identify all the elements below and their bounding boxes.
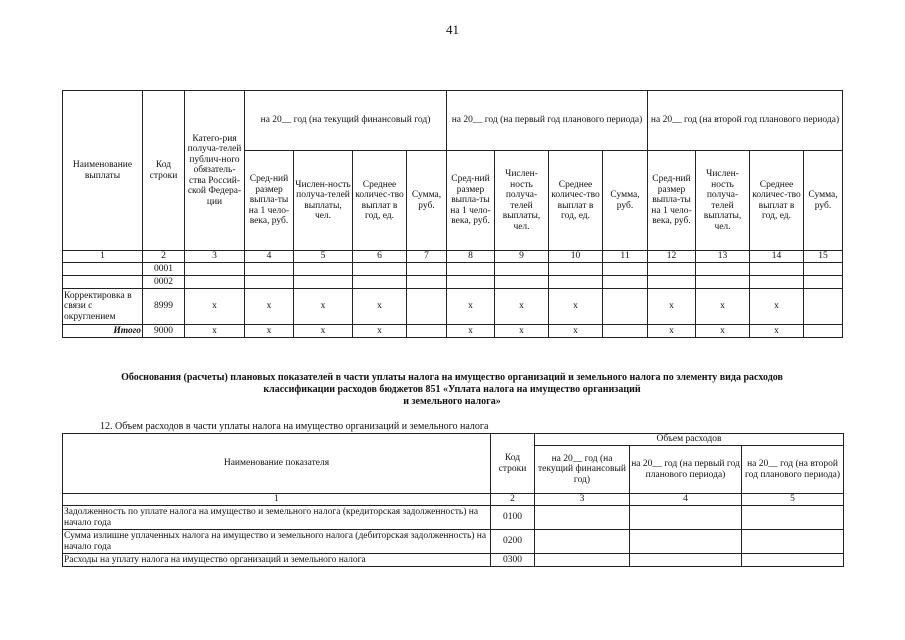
sub-avg-count: Среднее количес-тво выплат в год, ед. <box>750 151 804 251</box>
caption-line: Обоснования (расчеты) плановых показателей в части уплаты налога на имущество организаций и земельного налога по элементу вида расходов <box>121 372 783 383</box>
sub-recipients: Числен-ность получа-телей выплаты, чел. <box>696 151 750 251</box>
sub-avg-count: Среднее количес-тво выплат в год, ед. <box>549 151 603 251</box>
row-name: Корректировка в связи с округлением <box>63 289 143 325</box>
header-period-second: на 20__ год (на второй год планового периода) <box>742 446 844 494</box>
total-row <box>63 325 843 338</box>
sub-sum: Сумма, руб. <box>407 151 447 251</box>
x-mark: x <box>294 289 353 325</box>
sub-sum: Сумма, руб. <box>603 151 648 251</box>
x-mark: x <box>447 325 495 338</box>
col-number: 14 <box>750 251 804 263</box>
col-number: 3 <box>185 251 245 263</box>
row-code: 0200 <box>491 530 535 554</box>
col-number: 5 <box>742 494 844 506</box>
header-period-current: на 20__ год (на текущий финансовый год) <box>535 446 630 494</box>
header-category: Катего-рия получа-телей публич-ного обязатель-ства Россий-ской Федера-ции <box>185 91 245 251</box>
sub-recipients: Числен-ность получа-телей выплаты, чел. <box>495 151 549 251</box>
col-number: 4 <box>245 251 294 263</box>
x-mark: x <box>750 289 804 325</box>
x-mark: x <box>750 325 804 338</box>
row-code: 0100 <box>491 506 535 530</box>
x-mark: x <box>648 289 696 325</box>
col-number: 4 <box>630 494 742 506</box>
table-row <box>63 554 844 567</box>
header-code: Код строки <box>491 434 535 494</box>
header-period-current: на 20__ год (на текущий финансовый год) <box>245 91 447 151</box>
col-number: 9 <box>495 251 549 263</box>
table-row <box>63 530 844 554</box>
col-number: 3 <box>535 494 630 506</box>
header-period-first: на 20__ год (на первый год планового периода) <box>447 91 648 151</box>
x-mark: x <box>245 325 294 338</box>
col-number: 2 <box>491 494 535 506</box>
header-group: Объем расходов <box>535 434 844 446</box>
x-mark: x <box>549 289 603 325</box>
table-row <box>63 276 843 289</box>
x-mark: x <box>294 325 353 338</box>
row-code: 0002 <box>143 276 185 289</box>
col-number: 12 <box>648 251 696 263</box>
x-mark: x <box>696 289 750 325</box>
column-numbers-row <box>63 251 843 263</box>
x-mark: x <box>353 289 407 325</box>
col-number: 11 <box>603 251 648 263</box>
header-period-second: на 20__ год (на второй год планового периода) <box>648 91 843 151</box>
caption-line: и земельного налога» <box>403 396 501 407</box>
x-mark: x <box>447 289 495 325</box>
column-numbers-row <box>63 494 844 506</box>
row-name <box>63 263 143 276</box>
page-number: 41 <box>446 22 459 37</box>
col-number: 7 <box>407 251 447 263</box>
expenses-table <box>62 433 844 567</box>
row-name: Сумма излишне уплаченных налога на имущество и земельного налога (дебиторская задолженность) на начало года <box>63 530 491 554</box>
row-name <box>63 276 143 289</box>
x-mark: x <box>185 325 245 338</box>
sub-avg-size: Сред-ний размер выпла-ты на 1 чело-века, руб. <box>245 151 294 251</box>
section-caption <box>62 372 842 408</box>
row-code: 0300 <box>491 554 535 567</box>
sub-avg-size: Сред-ний размер выпла-ты на 1 чело-века, руб. <box>648 151 696 251</box>
sub-recipients: Числен-ность получа-телей выплаты, чел. <box>294 151 353 251</box>
x-mark: x <box>353 325 407 338</box>
header-name: Наименование показателя <box>63 434 491 494</box>
col-number: 10 <box>549 251 603 263</box>
row-name: Задолженность по уплате налога на имущество и земельного налога (кредиторская задолженность) на начало года <box>63 506 491 530</box>
col-number: 1 <box>63 494 491 506</box>
sub-avg-size: Сред-ний размер выпла-ты на 1 чело-века, руб. <box>447 151 495 251</box>
row-code: 9000 <box>143 325 185 338</box>
table-row <box>63 263 843 276</box>
row-code: 8999 <box>143 289 185 325</box>
x-mark: x <box>648 325 696 338</box>
col-number: 1 <box>63 251 143 263</box>
x-mark: x <box>185 289 245 325</box>
header-name: Наименование выплаты <box>63 91 143 251</box>
x-mark: x <box>696 325 750 338</box>
sub-avg-count: Среднее количес-тво выплат в год, ед. <box>353 151 407 251</box>
row-code: 0001 <box>143 263 185 276</box>
col-number: 5 <box>294 251 353 263</box>
row-name: Расходы на уплату налога на имущество организаций и земельного налога <box>63 554 491 567</box>
header-period-first: на 20__ год (на первый год планового периода) <box>630 446 742 494</box>
col-number: 13 <box>696 251 750 263</box>
x-mark: x <box>549 325 603 338</box>
table-row <box>63 289 843 325</box>
payments-table <box>62 90 843 338</box>
header-code: Код строки <box>143 91 185 251</box>
row-name: Итого <box>63 325 143 338</box>
caption-line: классификации расходов бюджетов 851 «Уплата налога на имущество организаций <box>263 384 641 395</box>
sub-sum: Сумма, руб. <box>804 151 843 251</box>
table-subtitle: 12. Объем расходов в части уплаты налога на имущество организаций и земельного налога <box>100 421 489 432</box>
table-row <box>63 506 844 530</box>
col-number: 8 <box>447 251 495 263</box>
x-mark: x <box>495 325 549 338</box>
x-mark: x <box>495 289 549 325</box>
x-mark: x <box>245 289 294 325</box>
col-number: 6 <box>353 251 407 263</box>
col-number: 15 <box>804 251 843 263</box>
col-number: 2 <box>143 251 185 263</box>
